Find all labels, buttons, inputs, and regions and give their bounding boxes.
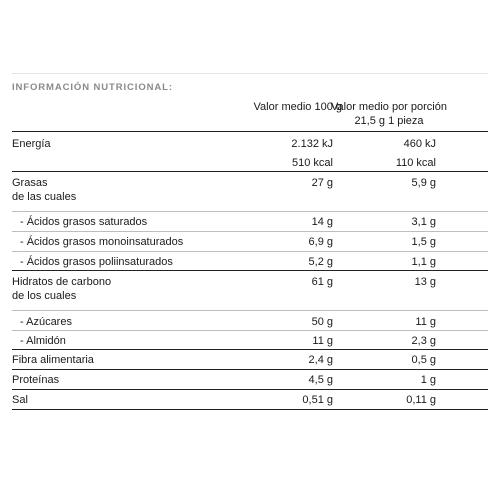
row-sal [12,389,488,410]
row-fibra [12,349,488,369]
value-100g: 2.132 kJ [291,138,333,150]
value-100g: 61 g [311,276,333,288]
value-100g: 2,4 g [308,354,333,366]
section-title: INFORMACIÓN NUTRICIONAL: [12,82,173,93]
value-100g: 27 g [311,177,333,189]
row-label: Fibra alimentaria [12,354,94,366]
row-sublabel: de los cuales [12,290,77,302]
row-poliinsaturados [12,251,488,270]
row-monoinsaturados [12,231,488,251]
row-hidratos [12,270,488,310]
value-100g: 4,5 g [308,374,333,386]
row-label: - Ácidos grasos monoinsaturados [20,236,184,248]
row-label: Grasas [12,177,48,189]
row-sublabel: de las cuales [12,191,77,203]
row-label: - Ácidos grasos poliinsaturados [20,256,173,268]
row-label: - Ácidos grasos saturados [20,216,148,228]
column-header-portion-line2: 21,5 g 1 pieza [354,115,424,127]
value-100g: 14 g [311,216,333,228]
top-divider [12,73,488,74]
row-almidon [12,330,488,349]
column-header-portion [324,100,454,128]
row-energia [12,131,488,171]
value-portion: 2,3 g [411,335,436,347]
value-portion: 13 g [414,276,436,288]
value-portion: 1,1 g [411,256,436,268]
column-header-portion-line1: Valor medio por porción [331,101,447,113]
value-portion: 0,5 g [411,354,436,366]
row-label: Hidratos de carbono [12,276,112,288]
value-100g: 5,2 g [308,256,333,268]
value-100g: 11 g [312,335,333,347]
column-header-100g: Valor medio 100 g [253,101,342,113]
value-100g: 6,9 g [308,236,333,248]
row-proteinas [12,369,488,389]
row-label: Sal [12,394,28,406]
value-100g-kcal: 510 kcal [292,157,333,169]
value-portion: 3,1 g [411,216,436,228]
row-label: Energía [12,138,51,150]
value-100g: 0,51 g [302,394,333,406]
value-portion: 11 g [415,316,436,328]
row-azucares [12,310,488,330]
row-label: Proteínas [12,374,60,386]
value-portion: 1 g [420,374,436,386]
row-label: - Azúcares [20,316,72,328]
row-grasas [12,171,488,211]
value-portion: 460 kJ [403,138,436,150]
value-100g: 50 g [311,316,333,328]
value-portion-kcal: 110 kcal [395,157,436,169]
value-portion: 0,11 g [406,394,436,406]
value-portion: 1,5 g [411,236,436,248]
value-portion: 5,9 g [411,177,436,189]
row-saturados [12,211,488,231]
row-label: - Almidón [20,335,66,347]
